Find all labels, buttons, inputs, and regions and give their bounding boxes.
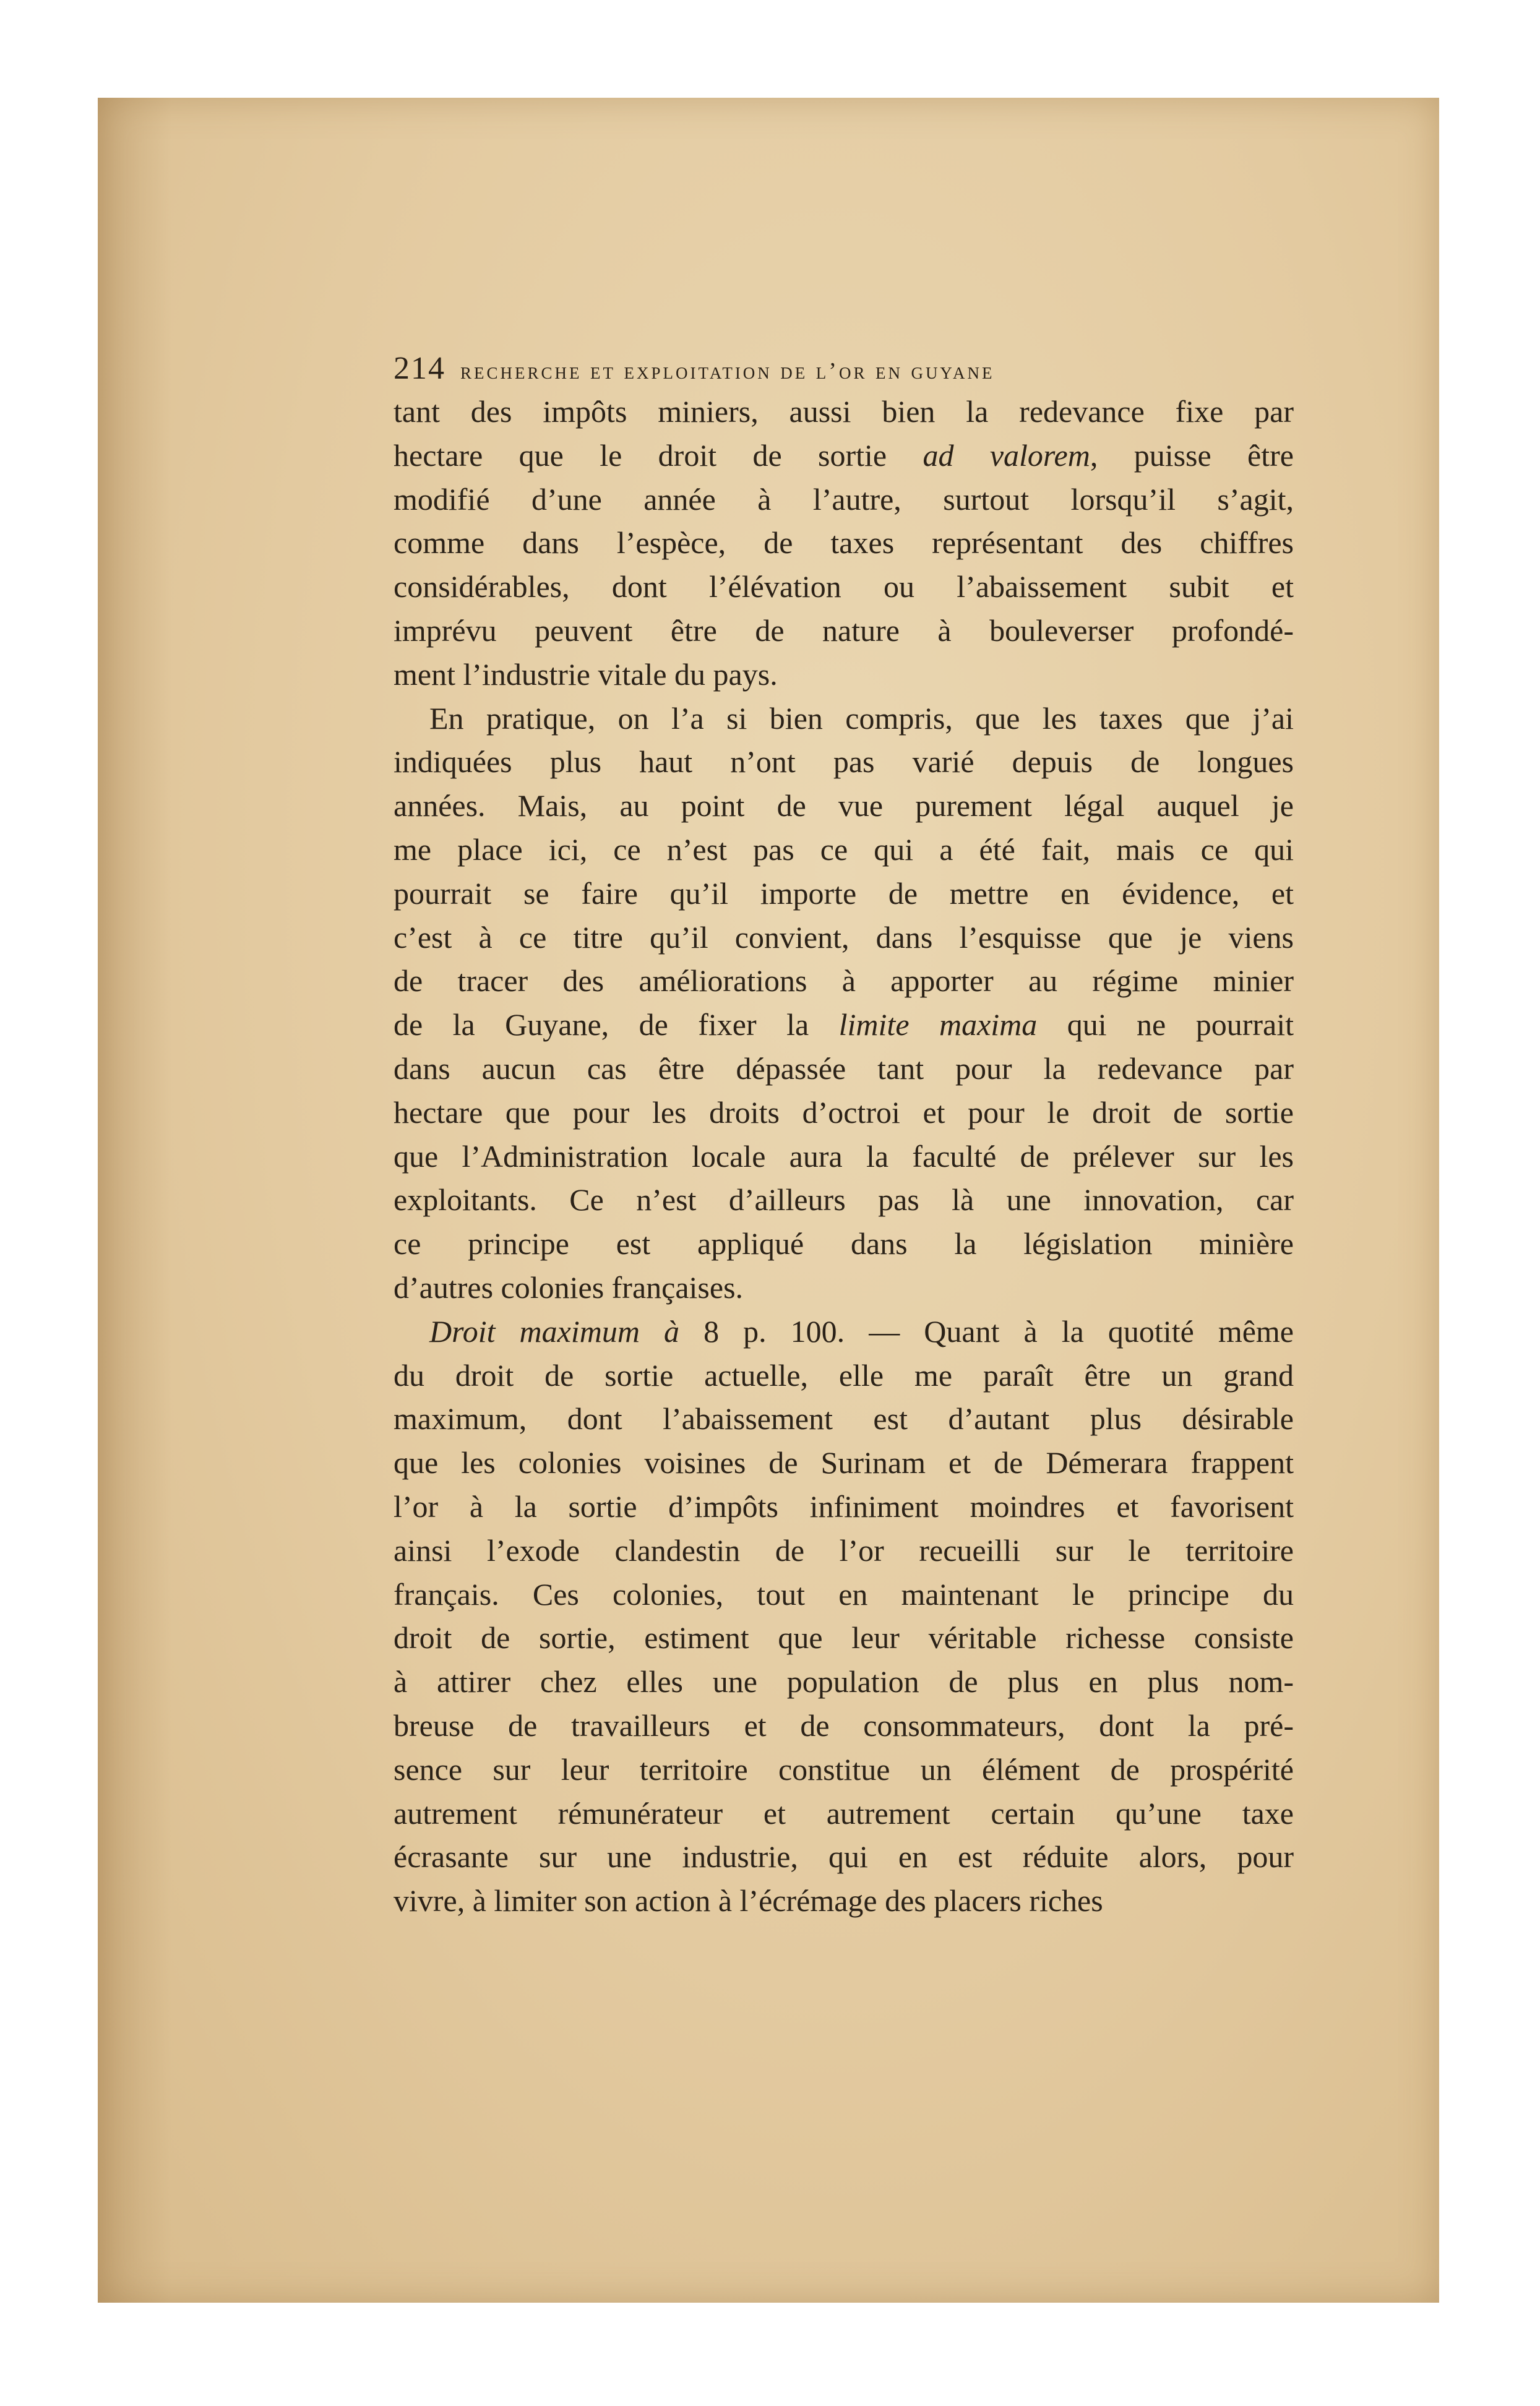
text-line: imprévu peuvent être de nature à bouleverser profondé- <box>394 612 1294 648</box>
text-line: pourrait se faire qu’il importe de mettre en évidence, et <box>394 875 1294 911</box>
text-line: considérables, dont l’élévation ou l’abaissement subit et <box>394 569 1294 604</box>
text-line: de tracer des améliorations à apporter au régime minier <box>394 963 1294 999</box>
text-line: comme dans l’espèce, de taxes représentant des chiffres <box>394 525 1294 561</box>
text-line: que les colonies voisines de Surinam et de Démerara frappent <box>394 1445 1294 1480</box>
text-line: à attirer chez elles une population de plus en plus nom- <box>394 1664 1294 1699</box>
text-line: c’est à ce titre qu’il convient, dans l’esquisse que je viens <box>394 919 1294 955</box>
text-line: l’or à la sortie d’impôts infiniment moindres et favorisent <box>394 1489 1294 1524</box>
text-line: tant des impôts miniers, aussi bien la redevance fixe par <box>394 394 1294 429</box>
text-line: hectare que pour les droits d’octroi et pour le droit de sortie <box>394 1094 1294 1130</box>
text-line: Droit maximum à 8 p. 100. — Quant à la quotité même <box>429 1313 1294 1349</box>
text-line: français. Ces colonies, tout en maintenant le principe du <box>394 1576 1294 1612</box>
text-line: années. Mais, au point de vue purement légal auquel je <box>394 788 1294 823</box>
text-line: écrasante sur une industrie, qui en est réduite alors, pour <box>394 1839 1294 1875</box>
paragraph <box>394 390 1294 697</box>
text-line: vivre, à limiter son action à l’écrémage des placers riches <box>394 1883 1103 1918</box>
text-line: maximum, dont l’abaissement est d’autant plus désirable <box>394 1401 1294 1437</box>
text-line: que l’Administration locale aura la faculté de prélever sur les <box>394 1138 1294 1174</box>
running-head <box>394 350 1294 387</box>
text-line: autrement rémunérateur et autrement certain qu’une taxe <box>394 1795 1294 1831</box>
text-line: breuse de travailleurs et de consommateurs, dont la pré- <box>394 1708 1294 1743</box>
text-line: me place ici, ce n’est pas ce qui a été fait, mais ce qui <box>394 831 1294 867</box>
text-line: d’autres colonies françaises. <box>394 1270 744 1305</box>
page-number: 214 <box>394 351 445 386</box>
text-block <box>394 350 1294 1923</box>
paragraph <box>394 1310 1294 1923</box>
text-line: ainsi l’exode clandestin de l’or recueilli sur le territoire <box>394 1532 1294 1568</box>
running-title: recherche et exploitation de l’or en guyane <box>460 358 995 384</box>
text-line: sence sur leur territoire constitue un élément de prospérité <box>394 1751 1294 1787</box>
text-line: modifié d’une année à l’autre, surtout lorsqu’il s’agit, <box>394 481 1294 517</box>
text-line: En pratique, on l’a si bien compris, que les taxes que j’ai <box>429 700 1294 736</box>
text-line: dans aucun cas être dépassée tant pour la redevance par <box>394 1050 1294 1086</box>
paragraph <box>394 697 1294 1310</box>
text-line: hectare que le droit de sortie ad valorem, puisse être <box>394 437 1294 473</box>
text-line: exploitants. Ce n’est d’ailleurs pas là une innovation, car <box>394 1182 1294 1218</box>
body-text <box>394 390 1294 1923</box>
text-line: ment l’industrie vitale du pays. <box>394 656 778 692</box>
text-line: du droit de sortie actuelle, elle me paraît être un grand <box>394 1357 1294 1393</box>
text-line: indiquées plus haut n’ont pas varié depuis de longues <box>394 744 1294 780</box>
text-line: droit de sortie, estiment que leur véritable richesse consiste <box>394 1620 1294 1656</box>
text-line: de la Guyane, de fixer la limite maxima qui ne pourrait <box>394 1007 1294 1042</box>
text-line: ce principe est appliqué dans la législation minière <box>394 1226 1294 1261</box>
